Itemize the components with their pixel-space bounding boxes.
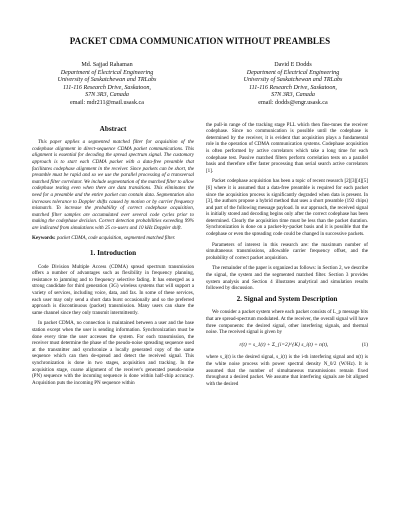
author-block <box>32 62 368 108</box>
abstract-heading: Abstract <box>99 124 127 133</box>
equation-body: r(t) = s_1(t) + Σ_{i=2}^{K} s_i(t) + n(t), <box>239 341 329 348</box>
equation-1 <box>206 342 368 349</box>
author-university: University of Saskatchewan and TRLabs <box>243 77 343 84</box>
author-university: University of Saskatchewan and TRLabs <box>57 77 157 84</box>
intro-paragraph-1: Code Division Multiple Access (CDMA) spread spectrum transmission offers a number of advantages such as flexibility in frequency planning, resistance to jamming and to frequency selective fading. It has emerged as a strong candidate for third generation (3G) wireless systems that will support a variety of services, including voice, data, and fax. In some of these services, each user may only send a short data burst occasionally and so the preferred approach is discontinuous (packet) transmission. Many users can share the same channel since they only transmit intermittently. <box>32 263 194 316</box>
section-2-paragraph-2: where s_i(t) is the desired signal, s_i(t) is the i-th interfering signal and n(t) is the white noise process with power spectral density N_0/2 (W/Hz). It is assumed that the number of simultaneous transmissions remain fixed throughout a desired packet. We assume that interfering signals are bit aligned with the desired <box>206 354 368 387</box>
section-2-heading: 2. Signal and System Description <box>236 294 338 303</box>
two-column-body <box>32 122 368 392</box>
author-2 <box>218 62 368 108</box>
body-paragraph-4: The remainder of the paper is organized as follows: in Section 2, we describe the signal, the system and the segmented matched filter. Section 3 provides system analysis and Section 4 illustrates analytical and simulation results followed by discussion. <box>206 265 368 292</box>
author-1 <box>32 62 182 108</box>
author-address-line2: S7N 3R3, Canada <box>85 92 129 99</box>
body-paragraph-2: Packet codephase acquisition has been a topic of recent research [2][3][4][5][6] where it is assumed that a data-free preamble is required for each packet since the acquisition process is significantly degraded when data is present. In [3], the authors propose a hybrid method that uses a short preamble (192 chips) and part of the following message payload. In our approach, the received signal is initially stored and decoding begins only after the correct codephase has been determined. Clearly the acquisition time must be less than the packet duration. Synchronization is done on a packet-by-packet basis and it is possible that the codephase or even the spreading code could be changed in successive packets. <box>206 178 368 238</box>
author-address: 111-116 Research Drive, Saskatoon, <box>249 84 337 91</box>
body-paragraph-1: the pull-in range of the tracking stage PLL which then fine-tunes the receiver codephase. Since no communication is possible until the codephase is determined by the receiver, it is evident that acquisition plays a fundamental role in the operation of CDMA communication systems. Codephase acquisition is often performed by active correlators which take a long time for each codephase test. Passive matched filters perform correlation tests on a parallel basis and therefore offer faster processing than serial search active correlators [1]. <box>206 121 368 174</box>
intro-paragraph-2: In packet CDMA, no connection is maintained between a user and the base station except when the user is sending information. Synchronization must be done every time the user accesses the system. For each transmission, the receiver must determine the phase of the pseudo-noise spreading sequence used at the transmitter and synchronize a locally generated copy of the same sequence which can then de-spread and detect the received signal. This synchronization is done in two stages, acquisition and tracking. In the acquisition stage, coarse alignment of the receiver's generated pseudo-noise (PN) sequence with the incoming sequence is done within half-chip accuracy. Acquisition puts the incoming PN sequence within <box>32 320 194 386</box>
author-address-line2: S7N 3R3, Canada <box>271 92 315 99</box>
introduction-heading: 1. Introduction <box>89 249 137 258</box>
keywords-line <box>32 235 194 242</box>
section-2-paragraph-1: We consider a packet system where each packet consists of L_p message bits that are spread-spectrum modulated. At the receiver, the overall signal will have three components: the desired signal, other interfering signals, and thermal noise. The received signal is given by <box>206 309 368 336</box>
equation-number: (1) <box>361 341 368 348</box>
left-column <box>32 122 194 392</box>
author-name: David E Dodds <box>274 62 312 68</box>
abstract-body <box>32 139 194 231</box>
paper-title: PACKET CDMA COMMUNICATION WITHOUT PREAMBLES <box>69 36 331 46</box>
author-email: email: dodds@engr.usask.ca <box>258 99 328 106</box>
author-address: 111-116 Research Drive, Saskatoon, <box>63 84 151 91</box>
body-paragraph-3: Parameters of interest in this research are: the maximum number of simultaneous transmissions, allowable carrier frequency offset, and the probability of correct packet acquisition. <box>206 241 368 261</box>
author-name: Md. Sajjad Rahaman <box>81 62 133 68</box>
keywords-label: Keywords: <box>32 235 56 242</box>
keywords-text: packet CDMA, code acquisition, segmented matched filter. <box>56 235 176 242</box>
right-column <box>206 122 368 392</box>
author-email: email: mdr211@mail.usask.ca <box>70 99 144 106</box>
author-department: Department of Electrical Engineering <box>60 69 154 76</box>
abstract-paragraph: This paper applies a segmented matched filter for acquisition of the codephase alignment in direct-sequence CDMA packet communications. This alignment is essential for decoding the spread spectrum signal. The customary approach is to start each CDMA packet with a data-free preamble that facilitates codephase alignment in the receiver. Since packets can be short, the preamble must be rapid and so we use the parallel processing of a transversal matched filter correlator. We include segmentation of the matched filter to allow codephase testing even when there are data transitions. This eliminates the need for a preamble and the entire packet can contain data. Segmentation also increases tolerance to Doppler shifts caused by motion or by carrier frequency mismatch. To increase the probability of correct codephase acquisition, matched filter samples are accumulated over several code cycles prior to making the codephase decision. Correct detection probabilities exceeding 99% are indicated from simulations with 25 co-users and 10 kHz Doppler shift. <box>32 139 194 231</box>
author-department: Department of Electrical Engineering <box>246 69 340 76</box>
